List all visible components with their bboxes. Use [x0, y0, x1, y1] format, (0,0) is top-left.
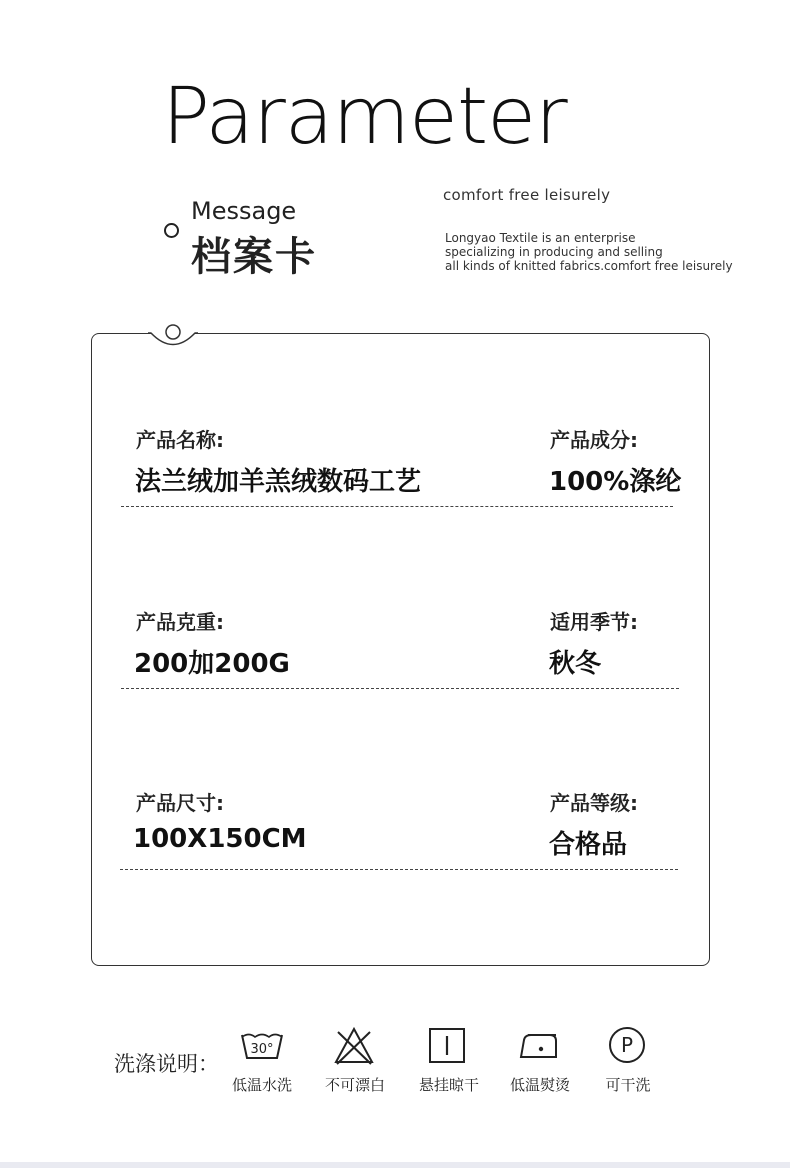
product-name-value: 法兰绒加羊羔绒数码工艺 — [135, 467, 422, 497]
product-name-label: 产品名称: — [136, 428, 224, 452]
product-weight-label: 产品克重: — [136, 610, 224, 634]
tagline: comfort free leisurely — [443, 186, 611, 204]
description-line: specializing in producing and selling — [445, 245, 663, 259]
care-label-wash: 低温水洗 — [231, 1076, 293, 1094]
subtitle-cn: 档案卡 — [191, 234, 317, 280]
card-hanger-notch-icon — [148, 322, 198, 348]
page-title: Parameter — [162, 72, 567, 162]
dry-clean-icon — [602, 1025, 652, 1065]
subtitle-en: Message — [191, 197, 297, 225]
product-composition-value: 100%涤纶 — [549, 467, 682, 497]
season-value: 秋冬 — [549, 649, 602, 679]
row-divider — [121, 688, 679, 689]
season-label: 适用季节: — [550, 610, 638, 634]
company-description — [445, 231, 733, 273]
hang-dry-icon — [422, 1026, 472, 1066]
product-grade-label: 产品等级: — [550, 791, 638, 815]
description-line: Longyao Textile is an enterprise — [445, 231, 636, 245]
product-grade-value: 合格品 — [549, 830, 628, 860]
product-size-label: 产品尺寸: — [136, 791, 224, 815]
low-iron-icon — [514, 1026, 564, 1066]
wash-30-icon — [237, 1028, 287, 1068]
no-bleach-icon — [329, 1026, 379, 1066]
bottom-edge-strip — [0, 1162, 790, 1168]
product-size-value: 100X150CM — [133, 824, 307, 854]
dry-clean-letter: P — [620, 1033, 634, 1057]
product-weight-value: 200加200G — [134, 649, 290, 679]
care-label-low-iron: 低温熨烫 — [509, 1076, 571, 1094]
circle-bullet-icon — [164, 223, 179, 238]
row-divider — [120, 869, 678, 870]
product-composition-label: 产品成分: — [550, 428, 638, 452]
row-divider — [121, 506, 673, 507]
wash-temp-text: 30° — [250, 1042, 274, 1057]
care-label-dry-clean: 可干洗 — [605, 1076, 651, 1094]
care-instructions-title: 洗涤说明： — [114, 1052, 219, 1076]
care-label-no-bleach: 不可漂白 — [324, 1076, 386, 1094]
care-label-hang-dry: 悬挂晾干 — [418, 1076, 480, 1094]
description-line: all kinds of knitted fabrics.comfort free leisurely — [445, 259, 733, 273]
